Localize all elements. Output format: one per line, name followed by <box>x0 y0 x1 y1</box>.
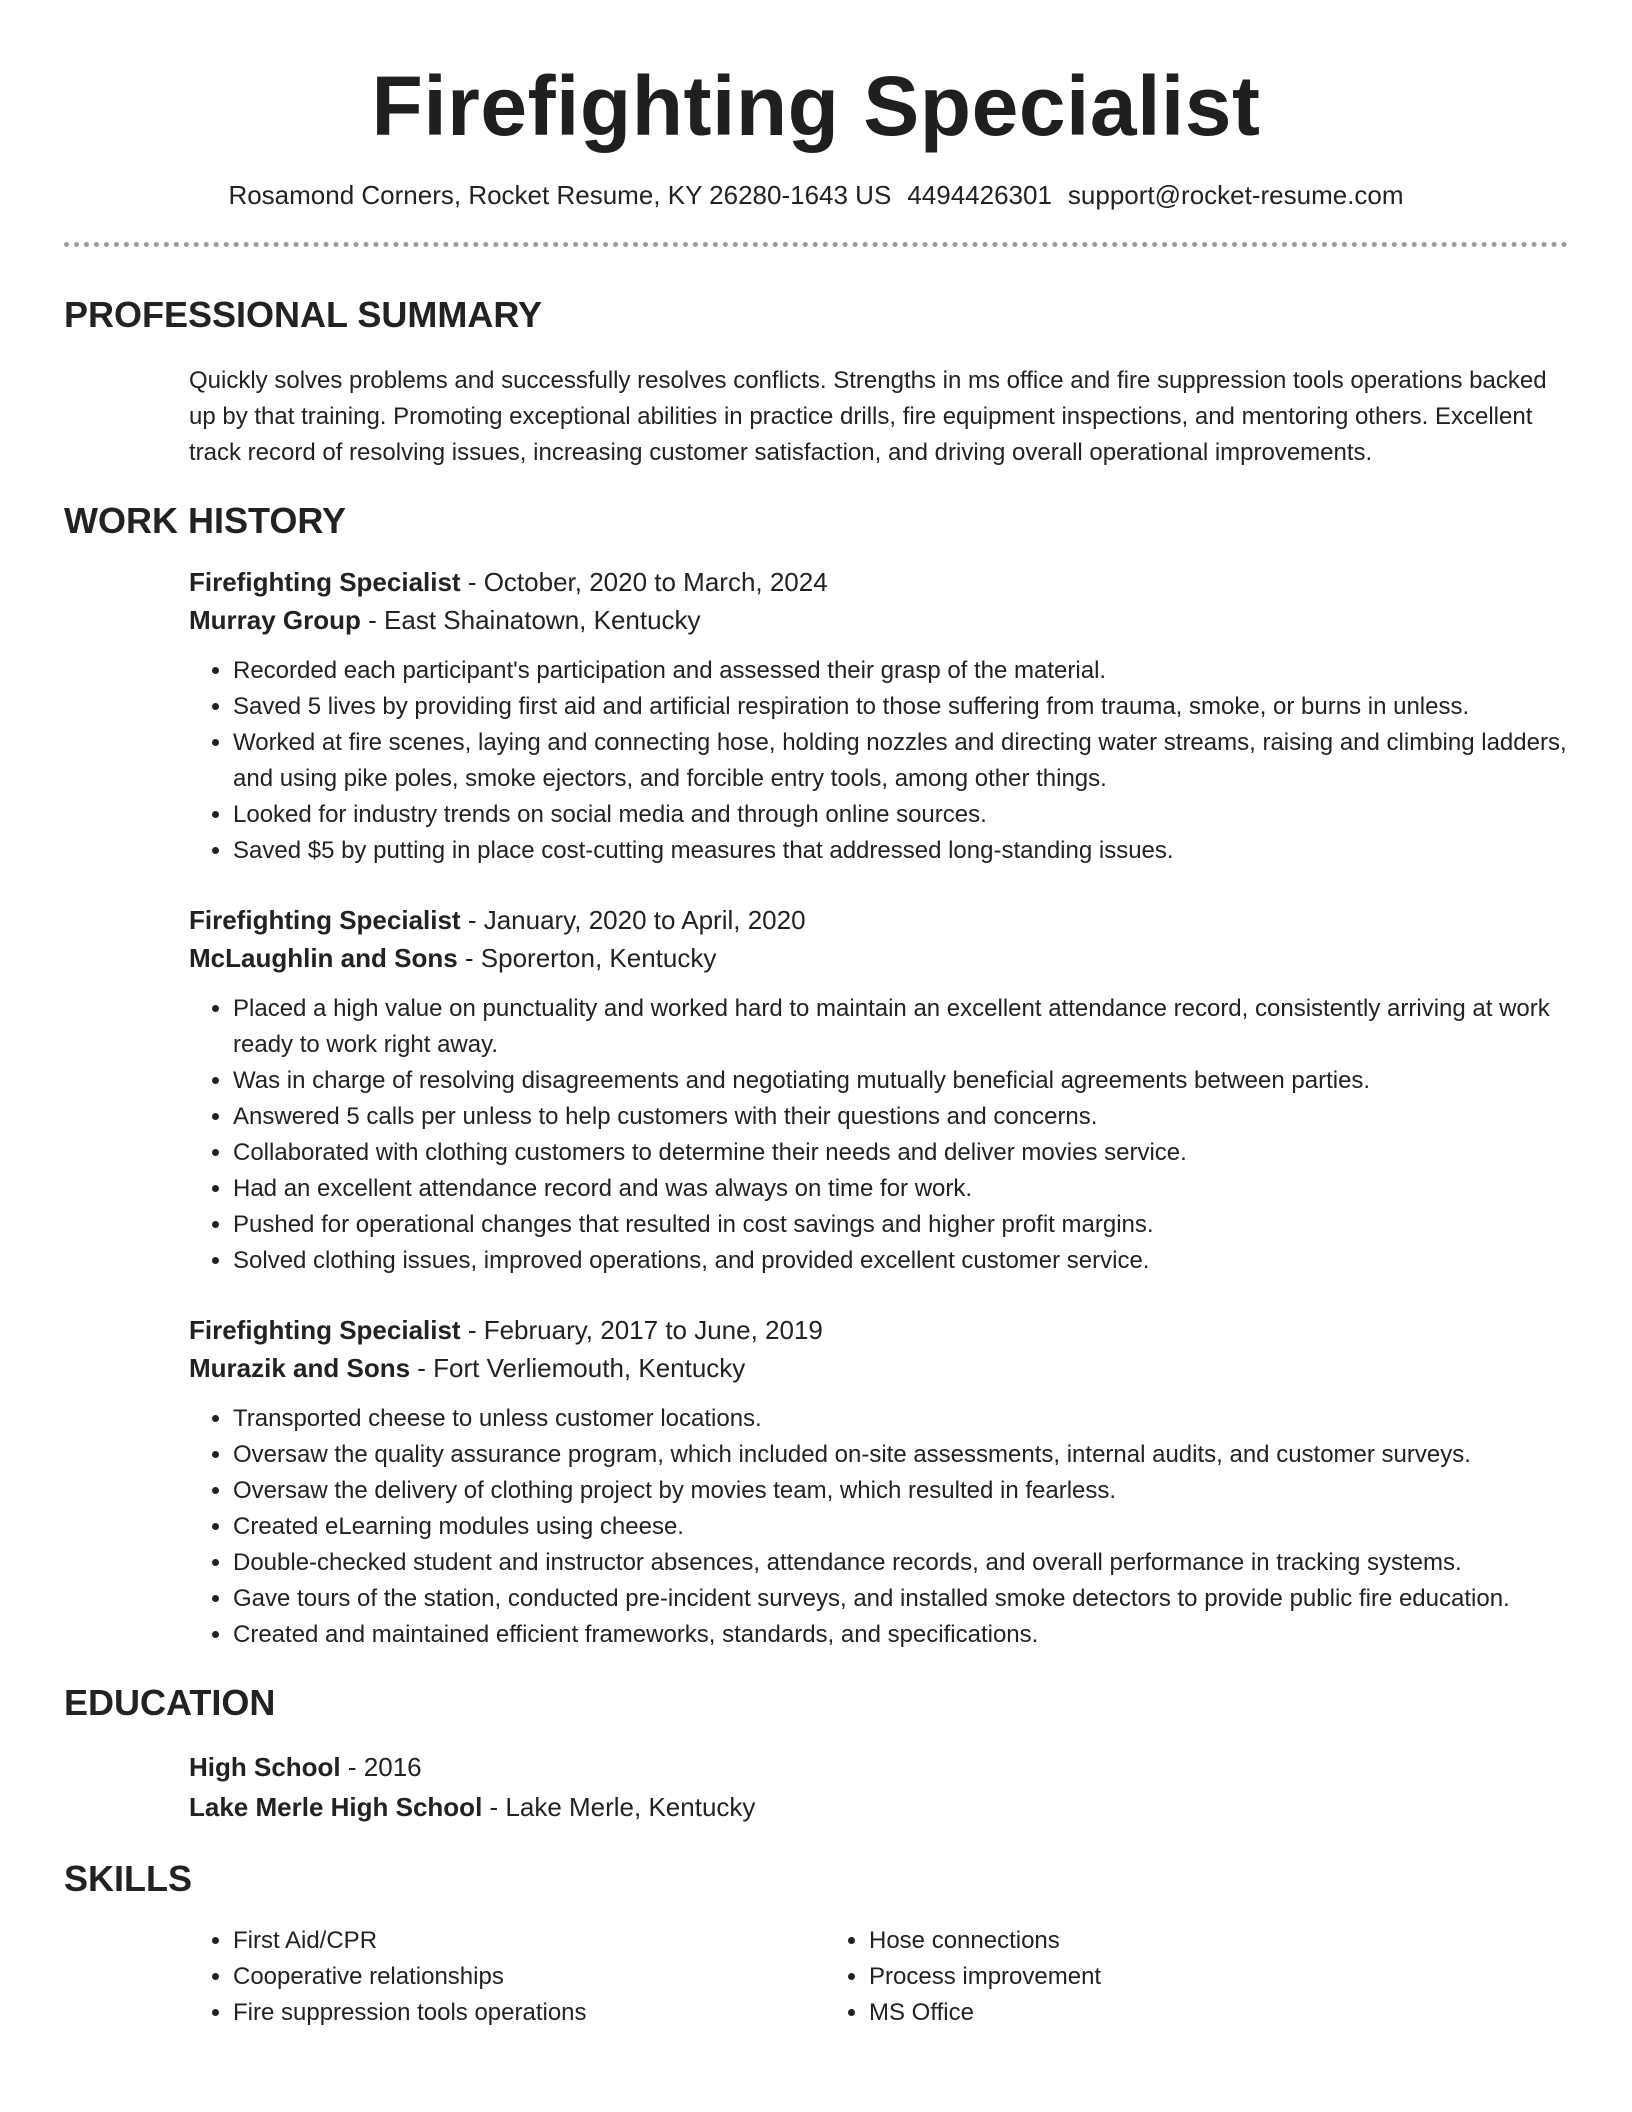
section-title-education: EDUCATION <box>64 1682 276 1723</box>
list-item: • Recorded each participant's participation and assessed their grasp of the material. <box>233 653 1568 689</box>
resume-name: Firefighting Specialist <box>371 59 1261 153</box>
list-item: • Looked for industry trends on social media and through online sources. <box>233 797 1568 833</box>
job-entry <box>189 901 1568 1279</box>
list-item: • Worked at fire scenes, laying and connecting hose, holding nozzles and directing water streams, raising and climbing ladders, and using pike poles, smoke ejectors, and forcible entry tools, among other things. <box>233 725 1568 797</box>
job-bullets <box>189 653 1568 869</box>
job-location: - East Shainatown, Kentucky <box>360 605 701 635</box>
contact-address: Rosamond Corners, Rocket Resume, KY 26280-1643 US <box>228 180 892 210</box>
job-dates: - October, 2020 to March, 2024 <box>460 567 828 597</box>
education-location: - Lake Merle, Kentucky <box>482 1792 756 1822</box>
job-location: - Fort Verliemouth, Kentucky <box>410 1353 746 1383</box>
skills-right-list <box>825 1923 1461 2031</box>
contact-email: support@rocket-resume.com <box>1067 180 1404 210</box>
contact-phone: 4494426301 <box>907 180 1052 210</box>
section-title-work-history: WORK HISTORY <box>64 500 347 541</box>
job-entry <box>189 1311 1568 1653</box>
education-school: Lake Merle High School <box>189 1792 483 1822</box>
education-degree-line <box>189 1747 1568 1787</box>
job-bullets <box>189 991 1568 1279</box>
list-item: • Transported cheese to unless customer locations. <box>233 1401 1568 1437</box>
section-title-skills: SKILLS <box>64 1858 193 1899</box>
skills-columns <box>189 1923 1568 2031</box>
list-item: • Oversaw the delivery of clothing project by movies team, which resulted in fearless. <box>233 1473 1568 1509</box>
list-item: • Saved 5 lives by providing first aid and artificial respiration to those suffering from trauma, smoke, or burns in unless. <box>233 689 1568 725</box>
list-item: • Gave tours of the station, conducted pre-incident surveys, and installed smoke detectors to provide public fire education. <box>233 1581 1568 1617</box>
skill-item: • Hose connections <box>869 1923 1461 1959</box>
skill-item: • Process improvement <box>869 1959 1461 1995</box>
job-company-line <box>189 601 1568 639</box>
skills-left-list <box>189 1923 825 2031</box>
job-position: Firefighting Specialist <box>189 1315 461 1345</box>
education-year: - 2016 <box>340 1752 422 1782</box>
list-item: • Placed a high value on punctuality and worked hard to maintain an excellent attendance record, consistently arriving at work ready to work right away. <box>233 991 1568 1063</box>
job-entry <box>189 563 1568 869</box>
job-title-line <box>189 1311 1568 1349</box>
list-item: • Pushed for operational changes that resulted in cost savings and higher profit margins. <box>233 1207 1568 1243</box>
education-entry <box>189 1747 1568 1827</box>
list-item: • Double-checked student and instructor absences, attendance records, and overall performance in tracking systems. <box>233 1545 1568 1581</box>
section-title-summary: PROFESSIONAL SUMMARY <box>64 294 543 335</box>
job-location: - Sporerton, Kentucky <box>457 943 717 973</box>
skill-item: • Cooperative relationships <box>233 1959 825 1995</box>
list-item: • Created eLearning modules using cheese. <box>233 1509 1568 1545</box>
job-company: McLaughlin and Sons <box>189 943 458 973</box>
job-bullets <box>189 1401 1568 1653</box>
job-dates: - February, 2017 to June, 2019 <box>460 1315 823 1345</box>
summary-text: Quickly solves problems and successfully resolves conflicts. Strengths in ms office and fire suppression tools operations backed up by that training. Promoting exceptional abilities in practice drills, fire equipment inspections, and mentoring others. Excellent track record of resolving issues, increasing customer satisfaction, and driving overall operational improvements. <box>189 367 1547 466</box>
job-company: Murray Group <box>189 605 361 635</box>
skill-item: • MS Office <box>869 1995 1461 2031</box>
job-title-line <box>189 563 1568 601</box>
education-school-line <box>189 1787 1568 1827</box>
skill-item: • Fire suppression tools operations <box>233 1995 825 2031</box>
job-dates: - January, 2020 to April, 2020 <box>460 905 806 935</box>
list-item: • Created and maintained efficient frameworks, standards, and specifications. <box>233 1617 1568 1653</box>
list-item: • Solved clothing issues, improved operations, and provided excellent customer service. <box>233 1243 1568 1279</box>
list-item: • Oversaw the quality assurance program, which included on-site assessments, internal audits, and customer surveys. <box>233 1437 1568 1473</box>
list-item: • Had an excellent attendance record and was always on time for work. <box>233 1171 1568 1207</box>
job-company: Murazik and Sons <box>189 1353 411 1383</box>
list-item: • Collaborated with clothing customers to determine their needs and deliver movies service. <box>233 1135 1568 1171</box>
list-item: • Saved $5 by putting in place cost-cutting measures that addressed long-standing issues. <box>233 833 1568 869</box>
header-divider <box>64 242 1568 247</box>
job-position: Firefighting Specialist <box>189 567 461 597</box>
job-company-line <box>189 939 1568 977</box>
list-item: • Answered 5 calls per unless to help customers with their questions and concerns. <box>233 1099 1568 1135</box>
education-degree: High School <box>189 1752 341 1782</box>
job-title-line <box>189 901 1568 939</box>
contact-line <box>64 178 1568 212</box>
job-position: Firefighting Specialist <box>189 905 461 935</box>
job-company-line <box>189 1349 1568 1387</box>
list-item: • Was in charge of resolving disagreements and negotiating mutually beneficial agreements between parties. <box>233 1063 1568 1099</box>
skill-item: • First Aid/CPR <box>233 1923 825 1959</box>
